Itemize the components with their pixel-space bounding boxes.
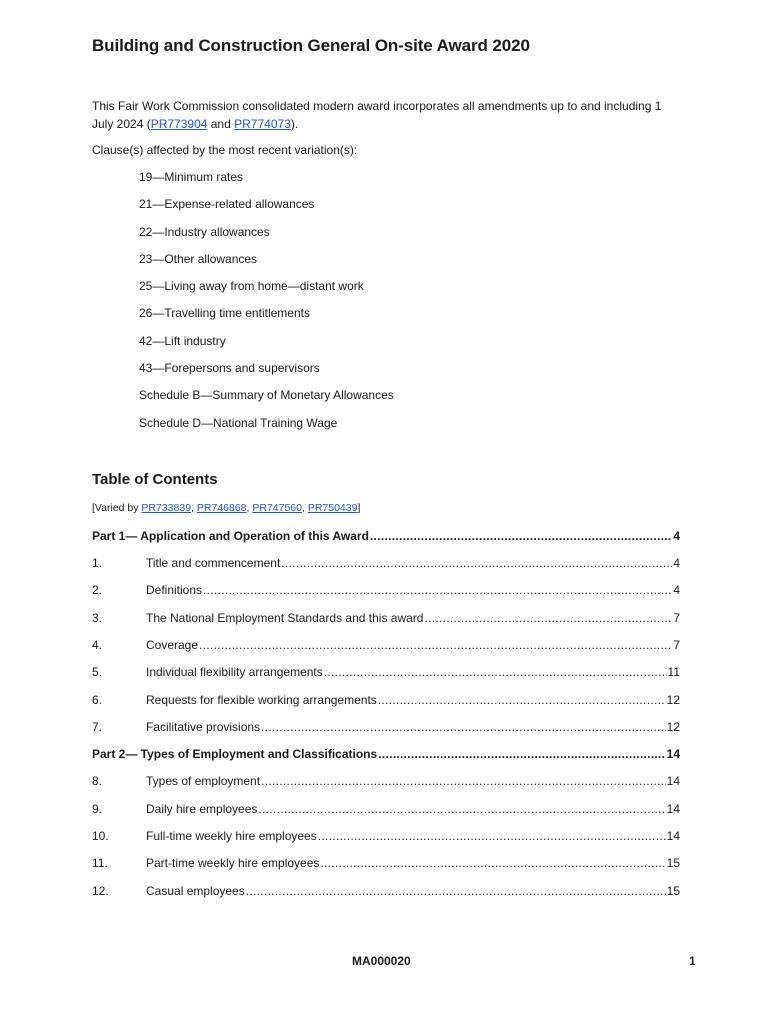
toc-entry-title: Casual employees — [146, 884, 245, 898]
toc-leader — [320, 856, 665, 870]
toc-entry-10[interactable] — [92, 829, 680, 845]
toc-entry-1[interactable] — [92, 556, 680, 572]
toc-entry-number: 7. — [92, 720, 103, 734]
varied-sep: , — [246, 502, 253, 514]
toc-entry-title: Definitions — [146, 583, 203, 597]
toc-leader — [324, 665, 667, 679]
toc-leader — [203, 583, 672, 597]
footer-page-number: 1 — [689, 954, 696, 968]
toc-page-number: 14 — [666, 747, 680, 761]
toc-leader — [424, 611, 672, 625]
varied-sep: , — [191, 502, 197, 514]
toc-entry-title: Coverage — [146, 638, 199, 652]
intro-text-middle: and — [207, 117, 235, 131]
toc-entry-number: 6. — [92, 693, 103, 707]
toc-leader — [246, 884, 666, 898]
clause-item: 23—Other allowances — [139, 252, 258, 266]
toc-page-number: 4 — [673, 529, 680, 543]
toc-entry-number: 4. — [92, 638, 103, 652]
toc-entry-title: Full-time weekly hire employees — [146, 829, 317, 843]
clause-item: 26—Travelling time entitlements — [139, 306, 310, 320]
varied-sep: , — [301, 502, 308, 514]
toc-page-number: 15 — [666, 856, 680, 870]
toc-entry-9[interactable] — [92, 802, 680, 818]
toc-entry-title: Facilitative provisions — [146, 720, 261, 734]
toc-page-number: 14 — [666, 774, 680, 788]
toc-leader — [261, 720, 666, 734]
varied-prefix: [Varied by — [92, 502, 142, 514]
varied-by-note — [92, 502, 360, 514]
toc-page-number: 14 — [666, 829, 680, 843]
toc-page-number: 4 — [673, 583, 680, 597]
intro-paragraph — [92, 97, 682, 133]
toc-leader — [258, 802, 665, 816]
clause-item: Schedule B—Summary of Monetary Allowances — [139, 388, 394, 402]
toc-leader — [318, 829, 666, 843]
toc-page-number: 15 — [666, 884, 680, 898]
clause-item: 21—Expense-related allowances — [139, 197, 315, 211]
toc-leader — [281, 556, 672, 570]
varied-suffix: ] — [357, 502, 361, 514]
clause-item: Schedule D—National Training Wage — [139, 416, 338, 430]
toc-leader — [199, 638, 672, 652]
varied-link-1[interactable]: PR733839 — [141, 502, 192, 514]
toc-heading: Table of Contents — [92, 471, 218, 488]
toc-entry-title: Daily hire employees — [146, 802, 258, 816]
toc-entry-number: 3. — [92, 611, 103, 625]
toc-entry-4[interactable] — [92, 638, 680, 654]
toc-entry-number: 1. — [92, 556, 103, 570]
clause-item: 43—Forepersons and supervisors — [139, 361, 320, 375]
toc-part-1[interactable] — [92, 529, 680, 545]
toc-page-number: 4 — [673, 556, 680, 570]
toc-entry-title: The National Employment Standards and this award — [146, 611, 424, 625]
toc-leader — [378, 693, 666, 707]
footer-award-code: MA000020 — [352, 954, 411, 968]
toc-entry-11[interactable] — [92, 856, 680, 872]
toc-part-2[interactable] — [92, 747, 680, 763]
toc-page-number: 11 — [667, 665, 680, 679]
toc-entry-title: Requests for flexible working arrangements — [146, 693, 377, 707]
toc-entry-7[interactable] — [92, 720, 680, 736]
varied-link-4[interactable]: PR750439 — [307, 502, 358, 514]
intro-text-before: This Fair Work Commission consolidated modern award incorporates all amendments up to and including 1 July 2024 ( — [92, 99, 662, 131]
page-title: Building and Construction General On-site Award 2020 — [92, 36, 530, 55]
toc-entry-title: Part 2— Types of Employment and Classifications — [92, 747, 378, 761]
clauses-label: Clause(s) affected by the most recent variation(s): — [92, 143, 358, 157]
toc-entry-title: Types of employment — [146, 774, 261, 788]
toc-entry-8[interactable] — [92, 774, 680, 790]
toc-leader — [261, 774, 666, 788]
toc-entry-title: Individual flexibility arrangements — [146, 665, 323, 679]
toc-page-number: 12 — [666, 693, 680, 707]
toc-entry-3[interactable] — [92, 611, 680, 627]
clause-item: 22—Industry allowances — [139, 225, 270, 239]
clause-item: 19—Minimum rates — [139, 170, 244, 184]
toc-entry-number: 10. — [92, 829, 109, 843]
toc-entry-title: Title and commencement — [146, 556, 281, 570]
toc-entry-title: Part-time weekly hire employees — [146, 856, 320, 870]
toc-entry-6[interactable] — [92, 693, 680, 709]
toc-entry-12[interactable] — [92, 884, 680, 900]
toc-entry-5[interactable] — [92, 665, 680, 681]
varied-link-3[interactable]: PR747560 — [252, 502, 302, 514]
toc-entry-number: 5. — [92, 665, 103, 679]
toc-entry-number: 12. — [92, 884, 109, 898]
toc-entry-number: 9. — [92, 802, 103, 816]
amendment-link-1[interactable]: PR773904 — [150, 117, 208, 131]
toc-entry-number: 11. — [92, 856, 108, 870]
toc-page-number: 7 — [673, 611, 680, 625]
amendment-link-2[interactable]: PR774073 — [234, 117, 291, 131]
clause-item: 25—Living away from home—distant work — [139, 279, 364, 293]
toc-leader — [378, 747, 665, 761]
varied-link-2[interactable]: PR746868 — [196, 502, 247, 514]
toc-entry-number: 2. — [92, 583, 103, 597]
toc-leader — [370, 529, 672, 543]
toc-page-number: 7 — [673, 638, 680, 652]
clause-item: 42—Lift industry — [139, 334, 226, 348]
toc-page-number: 12 — [666, 720, 680, 734]
toc-entry-title: Part 1— Application and Operation of this Award — [92, 529, 369, 543]
intro-text-after: ). — [290, 117, 299, 131]
toc-entry-2[interactable] — [92, 583, 680, 599]
toc-page-number: 14 — [666, 802, 680, 816]
toc-entry-number: 8. — [92, 774, 103, 788]
